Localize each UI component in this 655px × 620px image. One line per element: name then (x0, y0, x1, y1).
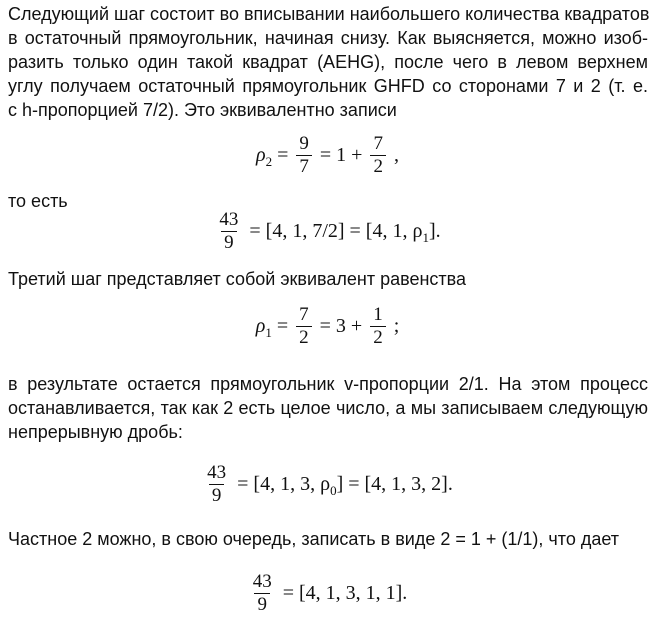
paragraph-3-line-1: Третий шаг представляет собой эквивалент равенства (8, 269, 467, 289)
eq1-f2-den: 2 (370, 155, 386, 178)
eq5-fraction (250, 571, 275, 616)
eq4-tail: ] = [4, 1, 3, 2]. (336, 473, 453, 495)
eq4-num: 43 (207, 462, 227, 483)
eq3-fraction-1 (296, 304, 312, 349)
eq1-mid: = 1 + (319, 144, 363, 166)
eq4-den: 9 (209, 484, 225, 507)
paragraph-2-line-1: то есть (8, 191, 68, 211)
paragraph-1-line-1: Следующий шаг состоит во вписывании наибольшего количества квадратов (8, 4, 650, 24)
eq1-tail: , (393, 144, 399, 166)
paragraph-1-line-4: углу получаем остаточный прямоугольник GHFD со сторонами 7 и 2 (т. е. (8, 76, 648, 96)
eq2-num: 43 (219, 209, 239, 230)
paragraph-1-line-5: с h-пропорцией 7/2). Это эквивалентно записи (8, 100, 397, 120)
eq3-lhs: ρ (255, 315, 266, 337)
equation-43-9-third (0, 570, 655, 616)
paragraph-1 (8, 2, 648, 122)
eq3-f1-den: 2 (296, 326, 312, 349)
paragraph-5-line-1: Частное 2 можно, в свою очередь, записать в виде 2 = 1 + (1/1), что дает (8, 529, 620, 549)
eq1-fraction-1 (296, 133, 312, 178)
eq3-lhs-sub: 1 (265, 325, 272, 340)
eq5-num: 43 (252, 571, 272, 592)
eq1-fraction-2 (370, 133, 386, 178)
eq2-rhs-sub: 1 (422, 230, 429, 245)
paragraph-4-line-1: в результате остается прямоугольник v-пропорции 2/1. На этом процесс (8, 374, 648, 394)
eq1-lhs-sub: 2 (265, 154, 273, 169)
eq2-fraction (216, 209, 241, 254)
paragraph-5 (8, 527, 648, 551)
equation-43-9-second (0, 461, 655, 507)
eq5-den: 9 (254, 593, 270, 616)
paragraph-4-line-2: останавливается, так как 2 есть целое число, а мы записываем следующую (8, 398, 648, 418)
eq3-tail: ; (393, 315, 400, 337)
eq3-f2-num: 1 (373, 304, 383, 325)
paragraph-1-line-2: в остаточный прямоугольник, начиная снизу. Как выясняется, можно изоб- (8, 28, 648, 48)
eq3-fraction-2 (370, 304, 386, 349)
eq1-f1-den: 7 (296, 155, 312, 178)
eq3-f1-num: 7 (299, 304, 309, 325)
eq1-f1-num: 9 (299, 133, 309, 154)
eq1-lhs: ρ (256, 144, 266, 166)
paragraph-3 (8, 267, 648, 291)
eq5-rhs: = [4, 1, 3, 1, 1]. (282, 582, 408, 604)
eq1-f2-num: 7 (373, 133, 383, 154)
eq3-mid: = 3 + (319, 315, 363, 337)
eq4-fraction (204, 462, 229, 507)
equation-rho2: $\rho_2$ = $\frac{9}{7}$ = 1 + $\frac{7}{2}$ , (256, 133, 399, 177)
paragraph-4-line-3: непрерывную дробь: (8, 422, 183, 442)
eq4-rhs: = [4, 1, 3, ρ (237, 473, 331, 495)
paragraph-4 (8, 372, 648, 444)
eq3-f2-den: 2 (370, 326, 386, 349)
eq2-rhs: = [4, 1, 7/2] = [4, 1, ρ (249, 220, 423, 242)
paragraph-1-line-3: разить только один такой квадрат (AEHG), после чего в левом верхнем (8, 52, 648, 72)
eq2-tail: ]. (428, 220, 441, 242)
equation-rho1: $\rho_1$ = $\frac{7}{2}$ = 3 + $\frac{1}{2}$ ; (255, 304, 400, 348)
equation-43-9-first (0, 208, 655, 254)
eq4-rhs-sub: 0 (330, 483, 337, 498)
eq2-den: 9 (221, 231, 237, 254)
